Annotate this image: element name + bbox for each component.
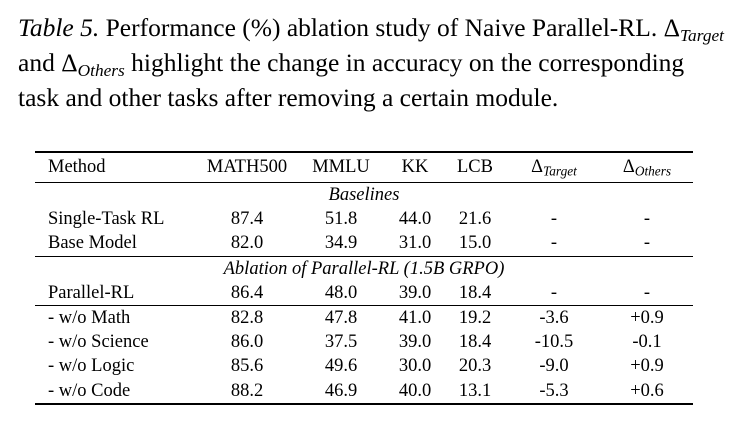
cell-mmlu: 47.8 bbox=[324, 307, 358, 328]
section-label-baselines: Baselines bbox=[328, 185, 400, 205]
cell-method: - w/o Math bbox=[48, 307, 131, 328]
cell-delta-others: - bbox=[643, 233, 651, 254]
cell-delta-others: +0.6 bbox=[630, 380, 664, 401]
cell-lcb: 15.0 bbox=[458, 233, 492, 254]
cell-lcb: 21.6 bbox=[458, 209, 492, 230]
table-row bbox=[35, 330, 693, 354]
cell-math500: 87.4 bbox=[230, 209, 264, 230]
cell-delta-target: -10.5 bbox=[534, 332, 574, 353]
cell-math500: 86.4 bbox=[230, 282, 264, 303]
header-delta-target-sub: Target bbox=[543, 163, 577, 179]
section-label-ablation: Ablation of Parallel-RL (1.5B GRPO) bbox=[223, 258, 505, 279]
table-caption: Table 5. Performance (%) ablation study of Naive Parallel-RL. $\Delta_{Target}$ and $\Delta_{Others}$ highlight the change in accuracy on the corresponding task and other tasks after removing a certain module. bbox=[18, 13, 724, 112]
cell-kk: 39.0 bbox=[398, 332, 432, 353]
cell-mmlu: 49.6 bbox=[324, 356, 358, 377]
cell-delta-others: +0.9 bbox=[630, 307, 664, 328]
caption-text-1: Performance (%) ablation study of Naive Parallel-RL. bbox=[99, 13, 664, 42]
cell-math500: 86.0 bbox=[230, 332, 264, 353]
cell-lcb: 18.4 bbox=[458, 282, 492, 303]
cell-kk: 31.0 bbox=[398, 233, 432, 254]
caption-delta-target-sub: Target bbox=[680, 26, 724, 46]
header-kk: KK bbox=[401, 157, 429, 177]
table-header-row bbox=[35, 153, 693, 183]
results-table bbox=[35, 151, 693, 405]
table-row bbox=[35, 207, 693, 231]
cell-method: Single-Task RL bbox=[48, 209, 165, 230]
caption-text-2: and bbox=[18, 48, 62, 77]
cell-lcb: 13.1 bbox=[458, 380, 492, 401]
cell-delta-target: - bbox=[550, 233, 558, 254]
cell-kk: 44.0 bbox=[398, 209, 432, 230]
cell-mmlu: 37.5 bbox=[324, 332, 358, 353]
cell-delta-others: +0.9 bbox=[630, 356, 664, 377]
caption-label: Table 5. bbox=[18, 13, 100, 42]
cell-math500: 82.0 bbox=[230, 233, 264, 254]
cell-mmlu: 51.8 bbox=[324, 209, 358, 230]
cell-method: Parallel-RL bbox=[48, 282, 135, 303]
cell-math500: 85.6 bbox=[230, 356, 264, 377]
cell-delta-others: -0.1 bbox=[632, 332, 662, 353]
header-mmlu: MMLU bbox=[312, 157, 370, 177]
header-delta-target: ΔTarget bbox=[531, 157, 577, 179]
cell-delta-target: -9.0 bbox=[539, 356, 569, 377]
header-math500: MATH500 bbox=[206, 157, 288, 177]
cell-method: - w/o Science bbox=[48, 332, 149, 353]
cell-kk: 39.0 bbox=[398, 282, 432, 303]
cell-kk: 41.0 bbox=[398, 307, 432, 328]
caption-delta-others-sub: Others bbox=[77, 61, 125, 81]
cell-delta-others: - bbox=[643, 282, 651, 303]
cell-lcb: 20.3 bbox=[458, 356, 492, 377]
table-row bbox=[35, 354, 693, 378]
cell-delta-target: -3.6 bbox=[539, 307, 569, 328]
cell-lcb: 18.4 bbox=[458, 332, 492, 353]
header-method: Method bbox=[48, 157, 106, 177]
section-row-baselines bbox=[35, 183, 693, 207]
table-row bbox=[35, 231, 693, 255]
cell-mmlu: 46.9 bbox=[324, 380, 358, 401]
section-row-ablation bbox=[35, 257, 693, 281]
cell-mmlu: 34.9 bbox=[324, 233, 358, 254]
table-row bbox=[35, 379, 693, 403]
header-delta-others: ΔOthers bbox=[622, 157, 672, 179]
table-row bbox=[35, 306, 693, 330]
cell-kk: 30.0 bbox=[398, 356, 432, 377]
header-delta-others-sub: Others bbox=[634, 163, 672, 179]
cell-math500: 88.2 bbox=[230, 380, 264, 401]
header-lcb: LCB bbox=[457, 157, 493, 177]
cell-math500: 82.8 bbox=[230, 307, 264, 328]
cell-method: - w/o Code bbox=[48, 380, 131, 401]
cell-delta-others: - bbox=[643, 209, 651, 230]
cell-delta-target: -5.3 bbox=[539, 380, 569, 401]
cell-delta-target: - bbox=[550, 282, 558, 303]
cell-delta-target: - bbox=[550, 209, 558, 230]
cell-mmlu: 48.0 bbox=[324, 282, 358, 303]
cell-method: Base Model bbox=[48, 233, 137, 254]
cell-lcb: 19.2 bbox=[458, 307, 492, 328]
cell-method: - w/o Logic bbox=[48, 356, 135, 377]
caption-text-3: highlight the change in accuracy on the corresponding task and other tasks after removing a certain module. bbox=[18, 48, 685, 112]
table-row bbox=[35, 281, 693, 306]
cell-kk: 40.0 bbox=[398, 380, 432, 401]
